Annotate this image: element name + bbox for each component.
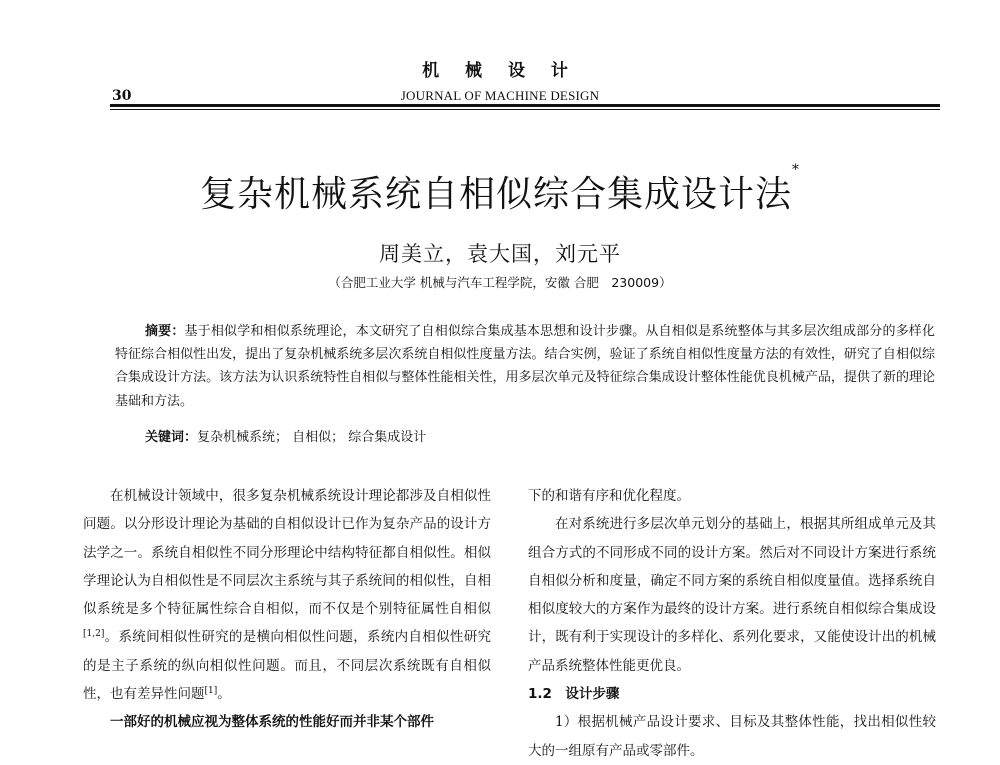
affiliation: （合肥工业大学 机械与汽车工程学院，安徽 合肥 230009） bbox=[328, 275, 672, 290]
header-rule-thick bbox=[110, 104, 940, 107]
paragraph: 1）根据机械产品设计要求、目标及其整体性能，找出相似性较大的一组原有产品或零部件。 bbox=[528, 714, 936, 759]
paragraph: 在对系统进行多层次单元划分的基础上，根据其所组成单元及其组合方式的不同形成不同的设计方案。然后对不同设计方案进行系统自相似分析和度量，确定不同方案的系统自相似度量值。选择系统自相似度较大的方案作为最终的设计方案。进行系统自相似综合集成设计，既有利于实现设计的多样化、系列化要求，又能使设计出的机械产品系统整体性能更优良。 bbox=[528, 516, 936, 674]
keywords-label: 关键词： bbox=[145, 430, 198, 445]
journal-name-cn: 机 械 设 计 bbox=[422, 61, 578, 81]
body-column-left bbox=[83, 482, 491, 737]
article-title bbox=[0, 162, 1000, 217]
section-heading: 1.2 设计步骤 bbox=[528, 686, 620, 703]
article-title-text: 复杂机械系统自相似综合集成设计法 bbox=[199, 174, 792, 215]
journal-name-en: JOURNAL OF MACHINE DESIGN bbox=[400, 88, 600, 103]
abstract-text: 基于相似学和相似系统理论，本文研究了自相似综合集成基本思想和设计步骤。从自相似是系统整体与其多层次组成部分的多样化特征综合相似性出发，提出了复杂机械系统多层次系统自相似性度量方法。结合实例，验证了系统自相似性度量方法的有效性，研究了自相似综合集成设计方法。该方法为认识系统特性自相似与整体性能相关性，用多层次单元及特征综合集成设计整体性能优良机械产品，提供了新的理论基础和方法。 bbox=[115, 324, 935, 409]
citation: [1,2] bbox=[83, 629, 105, 640]
title-footnote-mark: * bbox=[792, 162, 800, 178]
paragraph-text: 在机械设计领域中，很多复杂机械系统设计理论都涉及自相似性问题。以分形设计理论为基础的自相似设计已作为复杂产品的设计方法学之一。系统自相似性不同分形理论中结构特征都自相似性。相似学理论认为自相似性是不同层次主系统与其子系统间的相似性，自相似系统是多个特征属性综合自相似，而不仅是个别特征属性自相似 bbox=[83, 488, 491, 618]
paragraph: 一部好的机械应视为整体系统的性能好而并非某个部件 bbox=[110, 714, 434, 731]
abstract bbox=[115, 320, 935, 413]
header-rule-thin bbox=[110, 109, 940, 110]
paragraph bbox=[83, 482, 491, 708]
abstract-label: 摘要： bbox=[145, 324, 185, 339]
authors: 周美立，袁大国，刘元平 bbox=[379, 242, 621, 266]
paragraph-text: 。系统间相似性研究的是横向相似性问题，系统内自相似性研究的是主子系统的纵向相似性问题。而且，不同层次系统既有自相似性，也有差异性问题 bbox=[83, 629, 491, 703]
keywords bbox=[145, 428, 935, 448]
citation: [1] bbox=[204, 686, 218, 697]
body-column-right bbox=[528, 482, 936, 765]
keywords-text: 复杂机械系统； 自相似； 综合集成设计 bbox=[197, 430, 427, 445]
paragraph: 下的和谐有序和优化程度。 bbox=[528, 488, 690, 504]
paragraph-text: 。 bbox=[217, 686, 231, 703]
page-number: 30 bbox=[112, 88, 132, 104]
